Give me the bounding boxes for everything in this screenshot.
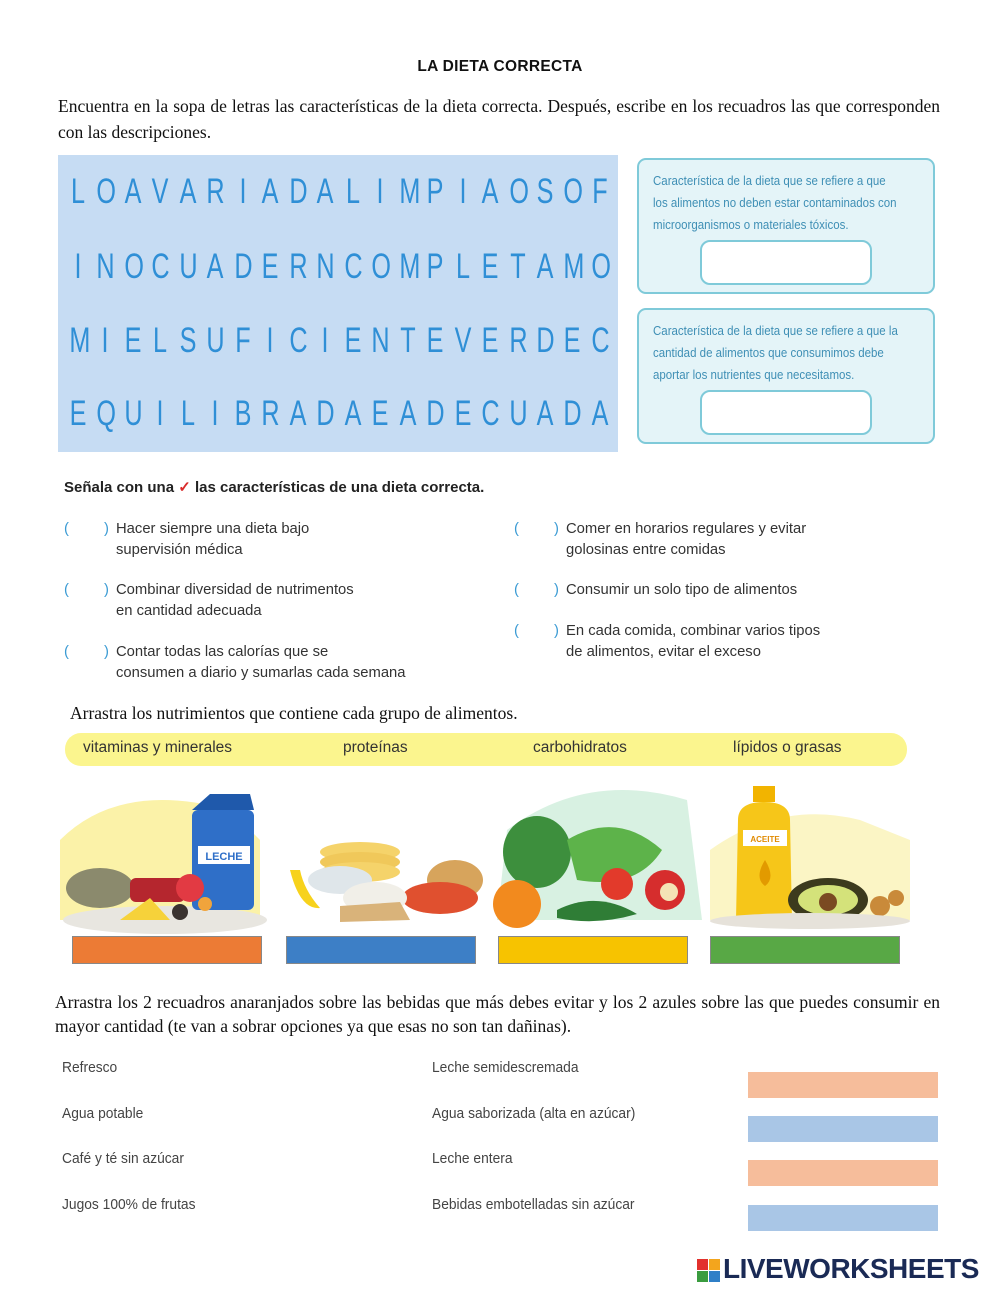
word-search-letter[interactable]: E — [454, 394, 471, 433]
word-search-letter[interactable]: D — [289, 172, 308, 211]
word-search-letter[interactable]: L — [345, 172, 360, 211]
word-search-letter[interactable]: I — [376, 172, 384, 211]
description-card-2 — [637, 308, 935, 444]
word-search-letter[interactable]: R — [289, 247, 308, 286]
drop-box-lipidos[interactable] — [710, 936, 900, 964]
word-search-letter[interactable]: S — [536, 172, 554, 211]
item-line: en cantidad adecuada — [116, 602, 262, 619]
word-search-letter[interactable]: O — [371, 247, 392, 286]
word-search-row — [58, 316, 618, 366]
beverage-item: Bebidas embotelladas sin azúcar — [432, 1196, 635, 1213]
word-search-letter[interactable]: A — [536, 247, 554, 286]
word-search-letter[interactable]: N — [316, 247, 335, 286]
word-search-letter[interactable]: A — [261, 172, 279, 211]
checklist-item[interactable] — [64, 642, 484, 684]
word-search-grid[interactable] — [58, 155, 618, 452]
word-search-letter[interactable]: U — [508, 394, 528, 433]
word-search-letter[interactable]: L — [180, 394, 195, 433]
checklist-item[interactable] — [64, 580, 484, 622]
word-search-letter[interactable]: E — [371, 394, 389, 433]
nutrients-instruction: Arrastra los nutrimientos que contiene cada grupo de alimentos. — [70, 703, 518, 723]
nutrient-lipidos[interactable]: lípidos o grasas — [733, 739, 842, 756]
word-search-letter[interactable]: D — [563, 394, 582, 433]
word-search-letter[interactable]: E — [69, 394, 87, 433]
description-card-1 — [637, 158, 935, 294]
check-slot[interactable]: ( ) — [64, 582, 109, 598]
checklist-item[interactable] — [64, 519, 484, 561]
answer-input-1[interactable] — [700, 240, 872, 285]
word-search-row — [58, 167, 618, 217]
word-search-letter[interactable]: R — [261, 394, 280, 433]
check-slot[interactable]: ( ) — [514, 623, 559, 639]
word-search-letter[interactable]: V — [151, 172, 169, 211]
word-search-letter[interactable]: C — [591, 321, 610, 360]
word-search-letter[interactable]: R — [508, 321, 528, 360]
word-search-letter[interactable]: A — [124, 172, 142, 211]
word-search-letter[interactable]: M — [398, 247, 420, 286]
word-search-letter[interactable]: N — [96, 247, 116, 286]
word-search-letter[interactable]: O — [591, 247, 611, 286]
heading-text-after: las características de una dieta correcta. — [194, 479, 485, 496]
word-search-letter[interactable]: P — [426, 247, 444, 286]
check-slot[interactable]: ( ) — [514, 521, 559, 537]
word-search-letter[interactable]: E — [261, 247, 279, 286]
draggable-blue-box[interactable] — [748, 1205, 938, 1231]
word-search-letter[interactable]: A — [206, 247, 224, 286]
checklist-item[interactable] — [514, 580, 934, 602]
word-search-letter[interactable]: I — [266, 321, 274, 360]
word-search-letter[interactable]: E — [481, 247, 499, 286]
drop-box-proteinas[interactable] — [286, 936, 476, 964]
word-search-letter[interactable]: C — [289, 321, 308, 360]
word-search-letter[interactable]: T — [509, 247, 526, 286]
item-line: Comer en horarios regulares y evitar — [566, 521, 807, 537]
nutrient-proteinas[interactable]: proteínas — [343, 739, 408, 756]
word-search-letter[interactable]: D — [316, 394, 335, 433]
word-search-letter[interactable]: O — [96, 172, 117, 211]
word-search-letter[interactable]: L — [70, 172, 86, 211]
item-line: En cada comida, combinar varios tipos — [566, 623, 821, 639]
word-search-letter[interactable]: O — [508, 172, 529, 211]
word-search-letter[interactable]: A — [481, 172, 499, 211]
check-slot[interactable]: ( ) — [64, 521, 109, 537]
nutrient-vitaminas[interactable]: vitaminas y minerales — [83, 739, 233, 756]
fruits-vegetables-image — [487, 780, 707, 940]
item-line: golosinas entre comidas — [566, 541, 726, 558]
item-line: supervisión médica — [116, 541, 243, 558]
word-search-letter[interactable]: D — [234, 247, 253, 286]
item-line: Hacer siempre una dieta bajo — [116, 521, 310, 537]
word-search-letter[interactable]: L — [153, 321, 168, 360]
word-search-letter[interactable]: E — [124, 321, 142, 360]
drop-box-vitaminas[interactable] — [72, 936, 262, 964]
beverage-item: Jugos 100% de frutas — [62, 1196, 196, 1213]
carbohydrate-foods-image — [280, 780, 485, 940]
oil-label: ACEITE — [750, 835, 780, 844]
word-search-letter[interactable]: I — [459, 172, 467, 211]
beverage-item: Agua saborizada (alta en azúcar) — [432, 1105, 636, 1122]
beverage-item: Leche semidescremada — [432, 1059, 579, 1076]
word-search-letter[interactable]: Q — [96, 394, 117, 433]
word-search-letter[interactable]: I — [211, 394, 219, 433]
word-search-row — [58, 242, 618, 292]
word-search-letter[interactable]: A — [316, 172, 334, 211]
check-mark-icon: ✓ — [178, 479, 191, 496]
protein-foods-image — [60, 780, 270, 940]
word-search-letter[interactable]: R — [206, 172, 225, 211]
card-description: Característica de la dieta que se refiere a que la cantidad de alimentos que consumimos debe aportar los nutrientes que necesitamos. — [653, 324, 898, 382]
word-search-letter[interactable]: O — [563, 172, 584, 211]
word-search-letter[interactable]: A — [591, 394, 609, 433]
word-search-letter[interactable]: E — [344, 321, 362, 360]
fats-foods-image — [710, 780, 915, 940]
word-search-letter[interactable]: B — [234, 394, 252, 433]
nutrients-bar — [65, 733, 907, 766]
word-search-letter[interactable]: L — [455, 247, 470, 286]
nutrient-carbohidratos[interactable]: carbohidratos — [533, 739, 627, 756]
word-search-letter[interactable]: C — [151, 247, 170, 286]
word-search-letter[interactable]: E — [481, 321, 499, 360]
draggable-orange-box[interactable] — [748, 1160, 938, 1186]
logo-badge-icon — [697, 1259, 721, 1283]
item-line: Combinar diversidad de nutrimentos — [116, 582, 354, 598]
page-title: LA DIETA CORRECTA — [417, 58, 583, 75]
word-search-letter[interactable]: A — [289, 394, 307, 433]
word-search-letter[interactable]: V — [454, 321, 471, 360]
item-line: consumen a diario y sumarlas cada semana — [116, 664, 406, 681]
word-search-letter[interactable]: I — [321, 321, 329, 360]
milk-label: LECHE — [205, 851, 243, 863]
item-line: Contar todas las calorías que se — [116, 644, 329, 660]
word-search-letter[interactable]: D — [426, 394, 445, 433]
answer-input-2[interactable] — [700, 390, 872, 435]
word-search-letter[interactable]: U — [179, 247, 198, 286]
word-search-letter[interactable]: U — [124, 394, 143, 433]
checklist-heading — [64, 478, 484, 496]
liveworksheets-logo[interactable] — [697, 1253, 997, 1287]
word-search-letter[interactable]: U — [206, 321, 225, 360]
beverage-item: Leche entera — [432, 1150, 513, 1167]
draggable-blue-box[interactable] — [748, 1116, 938, 1142]
word-search-letter[interactable]: I — [101, 321, 109, 360]
drop-box-carbohidratos[interactable] — [498, 936, 688, 964]
beverage-item: Refresco — [62, 1059, 118, 1076]
check-slot[interactable]: ( ) — [64, 644, 109, 660]
word-search-letter[interactable]: M — [563, 247, 585, 286]
word-search-letter[interactable]: S — [179, 321, 197, 360]
word-search-letter[interactable]: A — [399, 394, 417, 433]
draggable-orange-box[interactable] — [748, 1072, 938, 1098]
word-search-letter[interactable]: A — [536, 394, 554, 433]
word-search-letter[interactable]: I — [156, 394, 164, 433]
beverage-item: Café y té sin azúcar — [62, 1150, 184, 1167]
word-search-letter[interactable]: C — [481, 394, 500, 433]
logo-text: LIVEWORKSHEETS — [723, 1253, 979, 1284]
word-search-letter[interactable]: A — [344, 394, 362, 433]
word-search-letter[interactable]: M — [398, 172, 420, 211]
intro-instruction: Encuentra en la sopa de letras las características de la dieta correcta. Después, escribe en los recuadros las que corresponden con las descripciones. — [58, 96, 940, 142]
beverages-instruction: Arrastra los 2 recuadros anaranjados sobre las bebidas que más debes evitar y los 2 azules sobre las que puedes consumir en mayor cantidad (te van a sobrar opciones ya que esas no son tan dañinas). — [55, 992, 940, 1036]
word-search-letter[interactable]: N — [371, 321, 390, 360]
checklist-item[interactable] — [514, 621, 934, 663]
word-search-letter[interactable]: F — [235, 321, 251, 360]
word-search-letter[interactable]: P — [426, 172, 444, 211]
heading-text-before: Señala con una — [64, 479, 175, 496]
word-search-letter[interactable]: I — [74, 247, 82, 286]
item-line: Consumir un solo tipo de alimentos — [566, 582, 798, 598]
word-search-letter[interactable]: C — [344, 247, 363, 286]
word-search-row — [58, 389, 618, 439]
word-search-letter[interactable]: E — [426, 321, 444, 360]
word-search-letter[interactable]: A — [179, 172, 197, 211]
word-search-letter[interactable]: D — [536, 321, 555, 360]
item-line: de alimentos, evitar el exceso — [566, 643, 761, 660]
beverage-item: Agua potable — [62, 1105, 144, 1122]
word-search-letter[interactable]: M — [69, 321, 91, 360]
checklist-item[interactable] — [514, 519, 934, 561]
card-description: Característica de la dieta que se refiere a que los alimentos no deben estar contaminados con microorganismos o materiales tóxicos. — [653, 174, 897, 232]
word-search-letter[interactable]: E — [564, 321, 581, 360]
word-search-letter[interactable]: I — [239, 172, 247, 211]
word-search-letter[interactable]: T — [399, 321, 416, 360]
check-slot[interactable]: ( ) — [514, 582, 559, 598]
word-search-letter[interactable]: O — [124, 247, 144, 286]
word-search-letter[interactable]: F — [592, 172, 608, 211]
